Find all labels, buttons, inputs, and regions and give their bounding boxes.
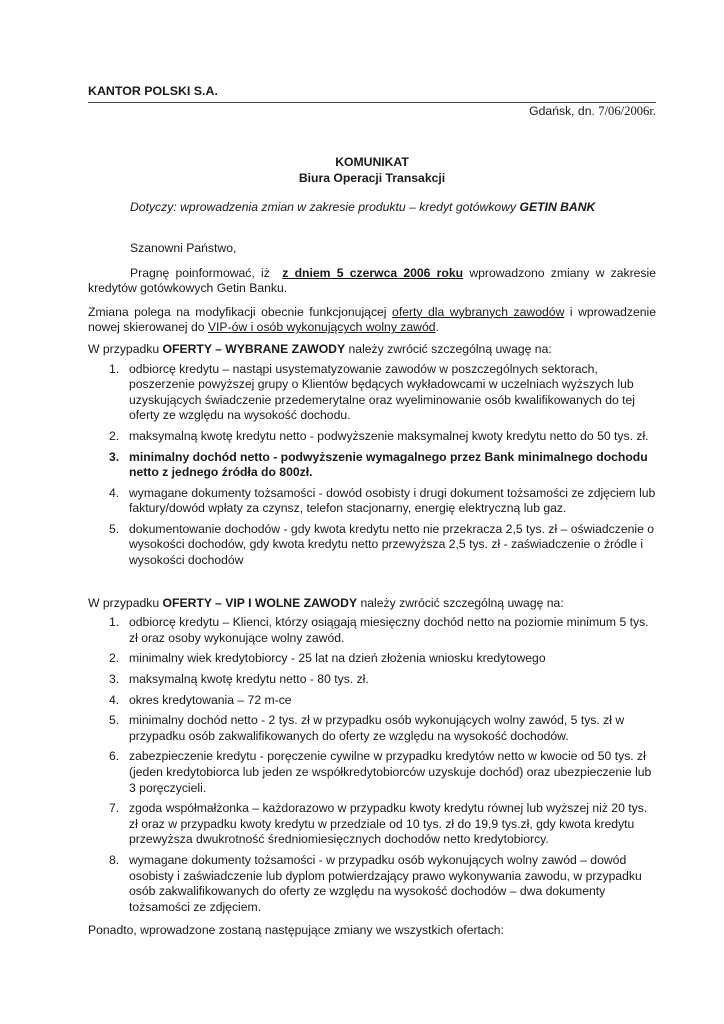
list-item-text: maksymalną kwotę kredytu netto - 80 tys. zł. [129,672,369,687]
list-item-number: 5. [109,713,120,728]
intro-paragraph-1: Pragnę poinformować, iż z dniem 5 czerwca 2006 roku wprowadzono zmiany w zakresie kredytów gotówkowych Getin Banku. [88,265,656,296]
list-item [88,450,656,481]
list-item-number: 2. [109,651,120,666]
list-item [88,362,656,424]
list-item-text: okres kredytowania – 72 m-ce [129,692,292,707]
list-item-number: 3. [109,449,120,464]
list-item-text: dokumentowanie dochodów - gdy kwota kredytu netto nie przekracza 2,5 tys. zł – oświadczenie o wysokości dochodów, gdy kwota kredytu netto przewyższa 2,5 tys. zł - zaświadczenie o źródle i wysokości dochodów [129,521,655,568]
list-item [88,651,656,667]
list-item-text: zabezpieczenie kredytu - poręczenie cywilne w przypadku kredytów netto w kwocie od 50 tys. zł (jeden kredytobiorca lub jeden ze współkredytobiorców uzyskuje dochód) oraz ubezpieczenie lub 3 poręczycieli. [129,749,652,795]
offer-selected-professions: oferty dla wybranych zawodów [392,304,565,319]
list-item [88,693,656,709]
greeting: Szanowni Państwo, [130,240,237,255]
list-item-number: 2. [109,428,120,443]
list-item-text: odbiorcę kredytu – Klienci, którzy osiągają miesięczny dochód netto na poziomie minimum 5 tys. zł oraz osoby wykonujące wolny zawód. [129,615,649,645]
subject-bank-name: GETIN BANK [519,200,596,215]
list-item-number: 4. [109,692,120,707]
list-item [88,615,656,646]
section2-list [88,615,656,915]
section2-lead: W przypadku OFERTY – VIP I WOLNE ZAWODY należy zwrócić szczególną uwagę na: [88,595,564,610]
document-title [88,155,656,186]
document-page [88,84,656,939]
list-item [88,522,656,569]
list-item-text: maksymalną kwotę kredytu netto - podwyższenie maksymalnej kwoty kredytu netto do 50 tys. zł. [129,428,649,443]
city-label: Gdańsk, dn. [529,103,595,118]
document-date: 7/06/2006r. [598,103,656,118]
list-item [88,486,656,517]
list-item-text: odbiorcę kredytu – nastąpi usystematyzowanie zawodów w poszczególnych sektorach, poszerzenie powyższej grupy o Klientów będących wykładowcami w uczelniach wyższych lub uzyskujących świadczenie przedemerytalne oraz wyeliminowanie osób kwalifikowanych do tej oferty ze względu na wysokość dochodu. [129,361,636,423]
list-item-number: 5. [109,521,120,536]
list-item [88,801,656,848]
list-item-number: 1. [109,615,120,630]
list-item-number: 4. [109,485,120,500]
list-item-text: minimalny dochód netto - 2 tys. zł w przypadku osób wykonujących wolny zawód, 5 tys. zł w przypadku osób zakwalifikowanych do oferty ze względu na wysokość dochodów. [129,713,625,743]
section1-list [88,362,656,569]
list-item [88,713,656,744]
list-item-text: zgoda współmałżonka – każdorazowo w przypadku kwoty kredytu równej lub wyższej niż 20 tys. zł oraz w przypadku kwoty kredytu w przedziale od 10 tys. zł do 19,9 tys.zł, gdy kwota kredytu przewyższa dwukrotność średniomiesięcznych dochodów netto kredytobiorcy. [129,801,648,847]
list-item-number: 1. [109,361,120,376]
intro-paragraph-2: Zmiana polega na modyfikacji obecnie funkcjonującej oferty dla wybranych zawodów i wprowadzenie nowej skierowanej do VIP-ów i osób wykonujących wolny zawód. [88,304,657,335]
title-line-1: KOMUNIKAT [335,155,409,170]
section1-lead: W przypadku OFERTY – WYBRANE ZAWODY należy zwrócić szczególną uwagę na: [88,341,552,356]
list-item [88,749,656,796]
title-line-2: Biura Operacji Transakcji [298,170,446,185]
offer-vip: VIP-ów i osób wykonujących wolny zawód [207,320,436,335]
effective-date: z dniem 5 czerwca 2006 roku [282,265,464,280]
list-item [88,672,656,688]
list-item-number: 8. [109,852,120,867]
list-item-number: 6. [109,749,120,764]
list-item-text: wymagane dokumenty tożsamości - w przypadku osób wykonujących wolny zawód – dowód osobisty i zaświadczenie lub dyplom potwierdzający prawo wykonywania zawodu, w przypadku osób zakwalifikowanych do oferty ze względu na wysokość dochodów – dwa dokumenty tożsamości ze zdjęciem. [129,852,642,914]
company-name: KANTOR POLSKI S.A. [88,84,656,103]
list-item-number: 3. [109,672,120,687]
list-item [88,429,656,445]
list-item-text: minimalny dochód netto - podwyższenie wymagalnego przez Bank minimalnego dochodu netto z jednego źródła do 800zł. [129,449,648,480]
closing-line: Ponadto, wprowadzone zostaną następujące zmiany we wszystkich ofertach: [88,923,504,938]
subject-line: Dotyczy: wprowadzenia zmian w zakresie produktu – kredyt gotówkowy GETIN BANK [130,200,596,215]
list-item [88,853,656,915]
list-item-text: wymagane dokumenty tożsamości - dowód osobisty i drugi dokument tożsamości ze zdjęciem lub faktury/dowód wpłaty za czynsz, telefon stacjonarny, energię elektryczną lub gaz. [129,485,656,516]
date-line [88,104,656,120]
list-item-text: minimalny wiek kredytobiorcy - 25 lat na dzień złożenia wniosku kredytowego [129,651,546,666]
list-item-number: 7. [109,801,120,816]
